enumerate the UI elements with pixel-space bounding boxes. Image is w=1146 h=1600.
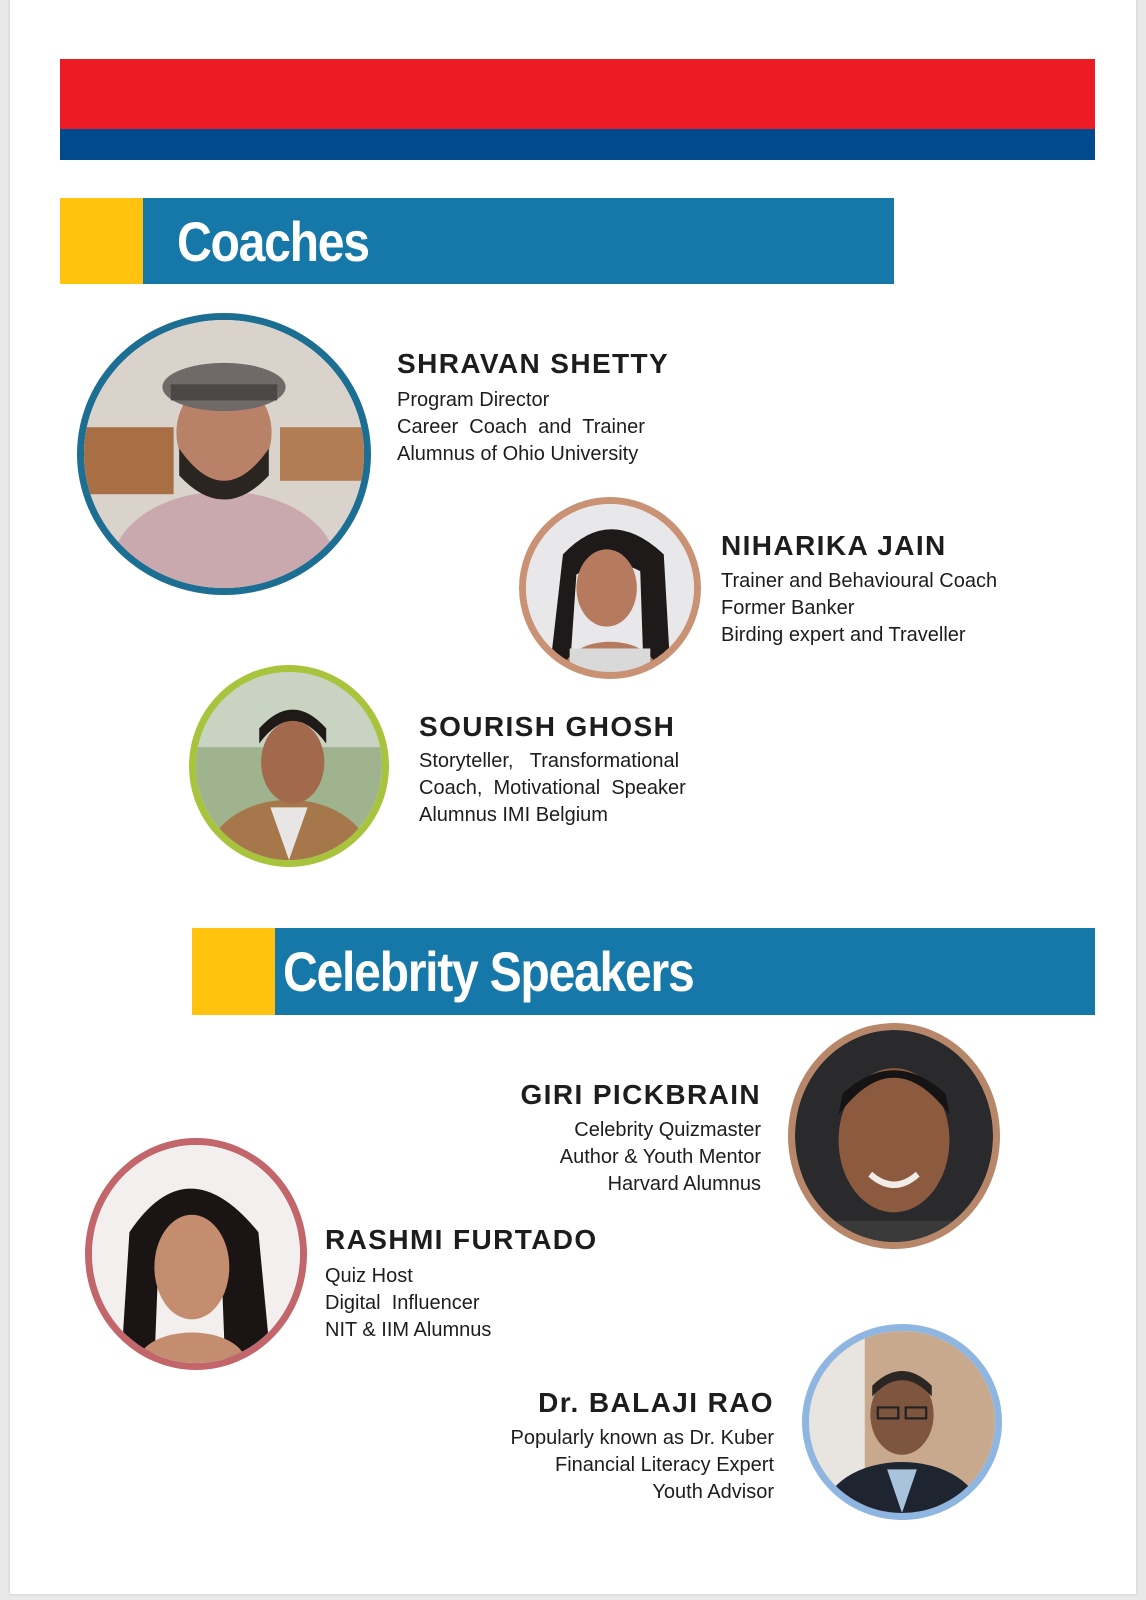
brochure-page — [10, 0, 1136, 1594]
coach-detail-line: Coach, Motivational Speaker — [419, 777, 686, 799]
person-photo-man-cap-icon — [84, 320, 364, 588]
speakers-title: Celebrity Speakers — [283, 940, 694, 1003]
coach-photo-sourish-ghosh — [189, 665, 389, 867]
coach-detail-line: Alumnus IMI Belgium — [419, 804, 608, 826]
coaches-header-accent — [60, 198, 143, 284]
speaker-detail-line: Author & Youth Mentor — [559, 1146, 761, 1168]
coach-info-shravan-shetty — [397, 350, 669, 468]
speaker-detail-line: Financial Literacy Expert — [555, 1454, 774, 1476]
speaker-info-balaji-rao — [511, 1389, 774, 1506]
speaker-photo-balaji-rao — [802, 1324, 1002, 1520]
coach-photo-shravan-shetty — [77, 313, 371, 595]
coach-detail-line: Alumnus of Ohio University — [397, 443, 639, 465]
coach-name: SOURISH GHOSH — [419, 711, 676, 742]
person-photo-woman-host-icon — [92, 1145, 300, 1363]
speaker-detail-line: Popularly known as Dr. Kuber — [510, 1427, 774, 1449]
person-photo-man-glasses-icon — [809, 1331, 995, 1513]
speaker-photo-rashmi-furtado — [85, 1138, 307, 1370]
speakers-header-accent — [192, 928, 275, 1015]
coach-detail-line: Program Director — [397, 389, 550, 411]
coach-detail-line: Storyteller, Transformational — [419, 750, 680, 772]
speaker-name: Dr. BALAJI RAO — [538, 1387, 774, 1418]
coaches-header-bar — [143, 198, 894, 284]
speaker-photo-giri-pickbrain — [788, 1023, 1000, 1249]
person-photo-man-jacket-icon — [196, 672, 382, 860]
speaker-detail-line: Digital Influencer — [325, 1292, 480, 1314]
speaker-info-rashmi-furtado — [325, 1226, 598, 1344]
speaker-name: GIRI PICKBRAIN — [520, 1079, 761, 1110]
coach-name: NIHARIKA JAIN — [721, 530, 947, 561]
header-red-stripe — [60, 59, 1095, 129]
speaker-info-giri-pickbrain — [521, 1081, 762, 1198]
speakers-header-bar — [275, 928, 1095, 1015]
coach-detail-line: Birding expert and Traveller — [721, 624, 966, 646]
coach-info-niharika-jain — [721, 532, 997, 649]
speaker-detail-line: Celebrity Quizmaster — [574, 1119, 761, 1141]
coach-detail-line: Trainer and Behavioural Coach — [721, 570, 998, 592]
speaker-name: RASHMI FURTADO — [325, 1224, 598, 1255]
coach-detail-line: Former Banker — [721, 597, 855, 619]
speaker-detail-line: Quiz Host — [325, 1265, 413, 1287]
speaker-detail-line: NIT & IIM Alumnus — [325, 1319, 492, 1341]
person-photo-man-smiling-icon — [795, 1030, 993, 1242]
person-photo-woman-icon — [526, 504, 694, 672]
coaches-title: Coaches — [177, 210, 369, 273]
coach-info-sourish-ghosh — [419, 713, 686, 829]
coach-name: SHRAVAN SHETTY — [397, 348, 670, 379]
speaker-detail-line: Youth Advisor — [652, 1481, 774, 1503]
coach-photo-niharika-jain — [519, 497, 701, 679]
coach-detail-line: Career Coach and Trainer — [397, 416, 645, 438]
header-navy-stripe — [60, 129, 1095, 160]
speaker-detail-line: Harvard Alumnus — [607, 1173, 761, 1195]
